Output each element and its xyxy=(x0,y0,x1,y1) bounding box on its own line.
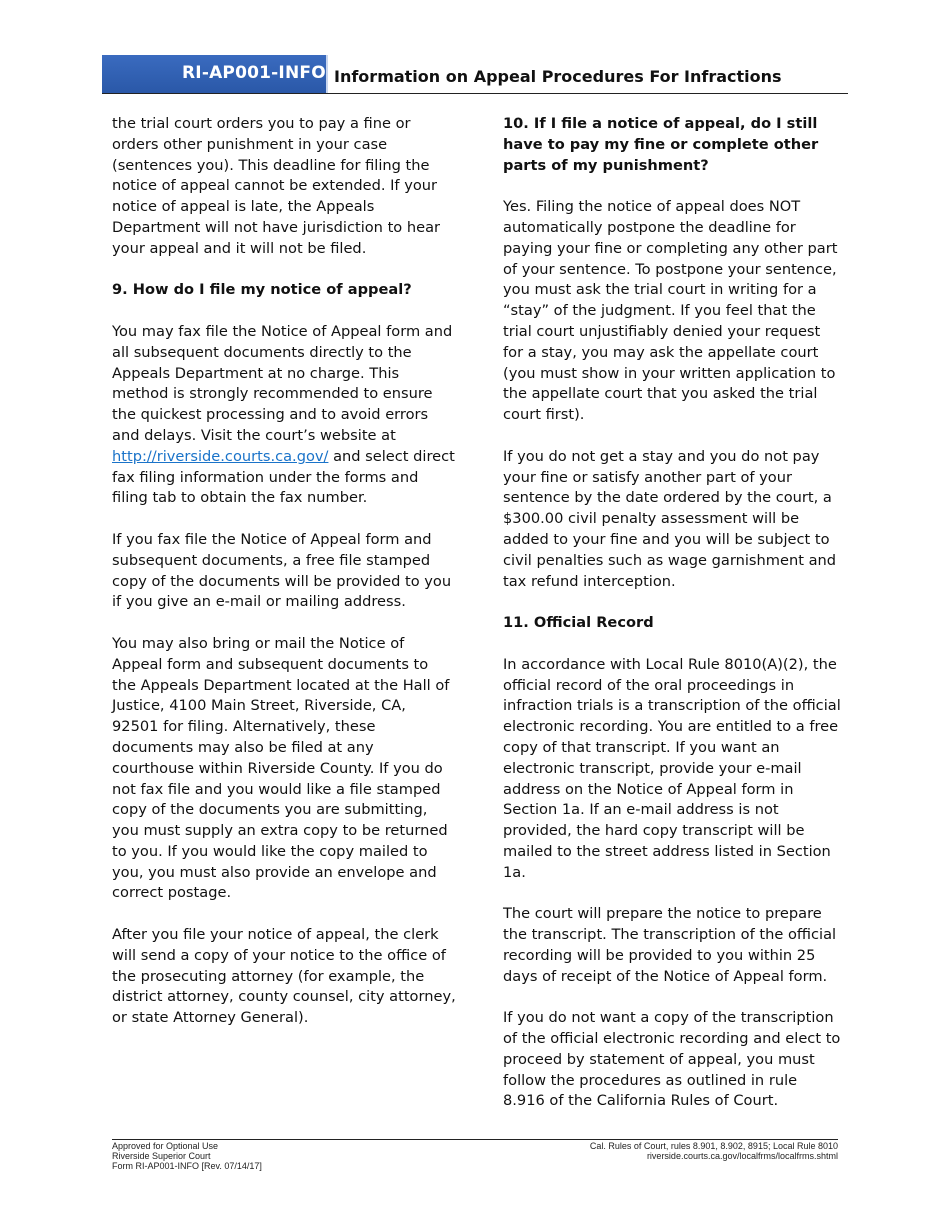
footer-rules: Cal. Rules of Court, rules 8.901, 8.902, 8915; Local Rule 8010 xyxy=(589,1141,838,1151)
page-header xyxy=(102,55,848,95)
section-11-paragraph-2: The court will prepare the notice to prepare the transcript. The transcription of the official recording will be provided to you within 25 days of receipt of the Notice of Appeal form. xyxy=(503,905,837,985)
section-9-paragraph-3: You may also bring or mail the Notice of Appeal form and subsequent documents to the Appeals Department located at the Hall of Justice, 4100 Main Street, Riverside, CA, 92501 for filing. Alternatively, these documents may also be filed at any courthouse within Riverside County. If you do not fax file and you would like a file stamped copy of the documents you are submitting, you must supply an extra copy to be returned to you. If you would like the copy mailed to you, you must also provide an envelope and correct postage. xyxy=(112,634,450,902)
right-column xyxy=(503,114,841,1133)
left-column xyxy=(112,114,456,1050)
court-website-link[interactable]: http://riverside.courts.ca.gov/ xyxy=(112,447,329,465)
form-id: RI-AP001-INFO xyxy=(182,63,326,83)
section-10-heading: 10. If I file a notice of appeal, do I still have to pay my fine or complete other parts of my punishment? xyxy=(503,115,819,174)
section-9-paragraph-4: After you file your notice of appeal, the clerk will send a copy of your notice to the office of the prosecuting attorney (for example, the district attorney, county counsel, city attorney, or state Attorney General). xyxy=(112,926,456,1027)
section-9-paragraph-1 xyxy=(112,322,456,509)
form-title: Information on Appeal Procedures For Infractions xyxy=(334,67,782,86)
section-11-heading: 11. Official Record xyxy=(503,614,654,632)
footer-court: Riverside Superior Court xyxy=(112,1151,211,1161)
section-9-paragraph-2: If you fax file the Notice of Appeal form and subsequent documents, a free file stamped copy of the documents will be provided to you if you give an e-mail or mailing address. xyxy=(112,530,452,611)
footer-form-rev: Form RI-AP001-INFO [Rev. 07/14/17] xyxy=(112,1161,262,1171)
section-11-paragraph-1: In accordance with Local Rule 8010(A)(2), the official record of the oral proceedings in infraction trials is a transcription of the official electronic recording. You are entitled to a free copy of that transcript. If you want an electronic transcript, provide your e-mail address on the Notice of Appeal form in Section 1a. If an e-mail address is not provided, the hard copy transcript will be mailed to the street address listed in Section 1a. xyxy=(503,655,841,881)
section-11-paragraph-3: If you do not want a copy of the transcription of the official electronic recording and elect to proceed by statement of appeal, you must follow the procedures as outlined in rule 8.916 of the California Rules of Court. xyxy=(503,1009,841,1110)
section-9-text-before-link: You may fax file the Notice of Appeal form and all subsequent documents directly to the Appeals Department at no charge. This method is strongly recommended to ensure the quickest processing and to avoid errors and delays. Visit the court’s website at xyxy=(112,322,453,444)
section-9-heading: 9. How do I file my notice of appeal? xyxy=(112,281,412,299)
section-9-text-after-link: and select direct fax filing information under the forms and filing tab to obtain the fax number. xyxy=(112,447,455,507)
footer-url: riverside.courts.ca.gov/localfrms/localfrms.shtml xyxy=(646,1151,838,1161)
footer-approval: Approved for Optional Use xyxy=(112,1141,219,1151)
form-id-banner xyxy=(102,55,328,93)
section-10-paragraph-2: If you do not get a stay and you do not pay your fine or satisfy another part of your sentence by the date ordered by the court, a $300.00 civil penalty assessment will be added to your fine and you will be subject to civil penalties such as wage garnishment and tax refund interception. xyxy=(503,447,837,590)
intro-paragraph: the trial court orders you to pay a fine or orders other punishment in your case (sentences you). This deadline for filing the notice of appeal cannot be extended. If your notice of appeal is late, the Appeals Department will not have jurisdiction to hear your appeal and it will not be filed. xyxy=(112,115,441,257)
header-divider xyxy=(102,93,848,94)
footer-divider xyxy=(112,1139,838,1140)
footer-left xyxy=(112,1141,262,1171)
section-10-paragraph-1: Yes. Filing the notice of appeal does NOT automatically postpone the deadline for paying your fine or completing any other part of your sentence. To postpone your sentence, you must ask the trial court in writing for a “stay” of the judgment. If you feel that the trial court unjustifiably denied your request for a stay, you may ask the appellate court (you must show in your written application to the appellate court that you asked the trial court first). xyxy=(503,198,838,424)
footer-right xyxy=(590,1141,838,1161)
